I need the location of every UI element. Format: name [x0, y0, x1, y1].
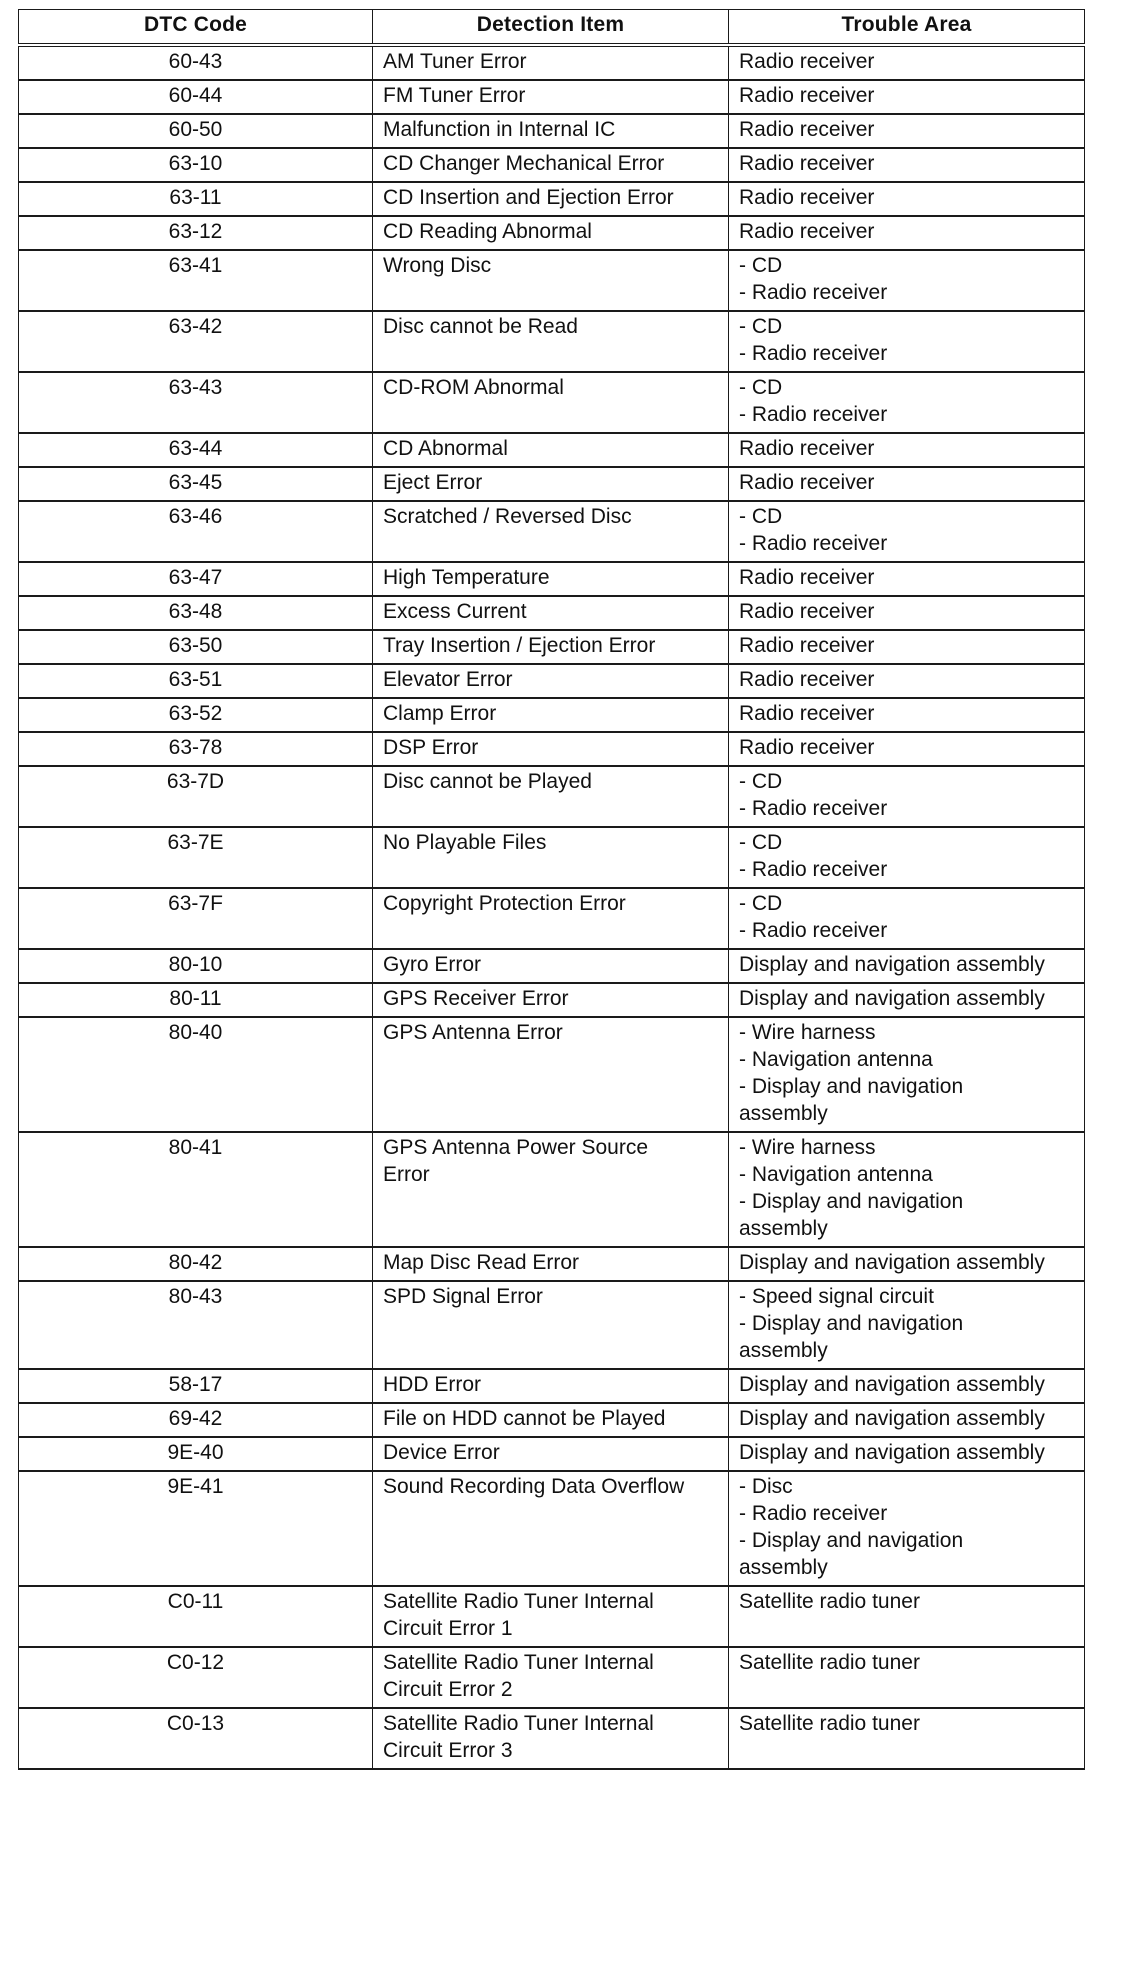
trouble-area-line: Radio receiver	[739, 736, 875, 759]
detection-item-cell	[373, 372, 729, 433]
detection-item-cell	[373, 827, 729, 888]
table-row	[19, 1586, 1085, 1647]
detection-item-cell	[373, 1369, 729, 1403]
detection-item-cell	[373, 1132, 729, 1247]
table-row	[19, 888, 1085, 949]
dtc-code-cell: 80-41	[19, 1132, 373, 1247]
table-row	[19, 1017, 1085, 1132]
detection-item-cell	[373, 80, 729, 114]
trouble-area-line: Radio receiver	[739, 220, 875, 243]
detection-item-cell	[373, 596, 729, 630]
detection-item-line: CD Changer Mechanical Error	[383, 152, 665, 175]
trouble-area-cell	[729, 1471, 1085, 1586]
trouble-area-cell	[729, 888, 1085, 949]
detection-item-line: CD Reading Abnormal	[383, 220, 592, 243]
detection-item-line: No Playable Files	[383, 831, 547, 854]
trouble-area-cell	[729, 372, 1085, 433]
detection-item-line: Satellite Radio Tuner Internal	[383, 1651, 654, 1674]
dtc-code-cell: C0-12	[19, 1647, 373, 1708]
detection-item-line: High Temperature	[383, 566, 550, 589]
detection-item-line: Gyro Error	[383, 953, 482, 976]
dtc-code-cell: 63-42	[19, 311, 373, 372]
detection-item-cell	[373, 630, 729, 664]
detection-item-line: Satellite Radio Tuner Internal	[383, 1590, 654, 1613]
table-row	[19, 1403, 1085, 1437]
trouble-area-cell	[729, 698, 1085, 732]
dtc-code-cell: 9E-40	[19, 1437, 373, 1471]
trouble-area-line: - Navigation antenna	[739, 1048, 933, 1071]
detection-item-cell	[373, 664, 729, 698]
table-row	[19, 1647, 1085, 1708]
dtc-code-cell: 9E-41	[19, 1471, 373, 1586]
detection-item-cell	[373, 501, 729, 562]
dtc-code-cell: 80-43	[19, 1281, 373, 1369]
detection-item-line: Circuit Error 1	[383, 1617, 513, 1640]
dtc-code-cell: 80-40	[19, 1017, 373, 1132]
trouble-area-line: assembly	[739, 1217, 828, 1240]
trouble-area-cell	[729, 949, 1085, 983]
dtc-code-cell: 80-11	[19, 983, 373, 1017]
detection-item-line: CD-ROM Abnormal	[383, 376, 564, 399]
detection-item-cell	[373, 562, 729, 596]
table-row	[19, 827, 1085, 888]
dtc-code-cell: 60-43	[19, 45, 373, 80]
trouble-area-line: Display and navigation assembly	[739, 1407, 1045, 1430]
detection-item-line: Excess Current	[383, 600, 527, 623]
dtc-code-cell: 80-42	[19, 1247, 373, 1281]
table-row	[19, 596, 1085, 630]
table-row	[19, 80, 1085, 114]
trouble-area-line: Radio receiver	[739, 668, 875, 691]
trouble-area-line: Radio receiver	[739, 702, 875, 725]
trouble-area-cell	[729, 148, 1085, 182]
trouble-area-cell	[729, 45, 1085, 80]
detection-item-line: AM Tuner Error	[383, 50, 527, 73]
table-row	[19, 698, 1085, 732]
table-row	[19, 467, 1085, 501]
table-row	[19, 1437, 1085, 1471]
table-row	[19, 182, 1085, 216]
trouble-area-cell	[729, 467, 1085, 501]
trouble-area-line: - CD	[739, 254, 783, 277]
trouble-area-cell	[729, 983, 1085, 1017]
detection-item-line: Sound Recording Data Overflow	[383, 1475, 685, 1498]
dtc-code-cell: 63-78	[19, 732, 373, 766]
trouble-area-line: Satellite radio tuner	[739, 1590, 920, 1613]
trouble-area-line: - Radio receiver	[739, 532, 888, 555]
detection-item-line: Circuit Error 2	[383, 1678, 513, 1701]
dtc-code-cell: 63-11	[19, 182, 373, 216]
detection-item-line: Device Error	[383, 1441, 500, 1464]
table-row	[19, 562, 1085, 596]
header-detection-item: Detection Item	[373, 10, 729, 46]
detection-item-line: Circuit Error 3	[383, 1739, 513, 1762]
trouble-area-cell	[729, 596, 1085, 630]
trouble-area-line: Satellite radio tuner	[739, 1651, 920, 1674]
dtc-code-cell: 58-17	[19, 1369, 373, 1403]
table-row	[19, 1369, 1085, 1403]
trouble-area-cell	[729, 1708, 1085, 1769]
table-row	[19, 501, 1085, 562]
trouble-area-line: - CD	[739, 376, 783, 399]
table-row	[19, 45, 1085, 80]
detection-item-cell	[373, 45, 729, 80]
detection-item-line: Wrong Disc	[383, 254, 492, 277]
detection-item-line: GPS Antenna Power Source	[383, 1136, 648, 1159]
trouble-area-line: Radio receiver	[739, 186, 875, 209]
trouble-area-line: - Radio receiver	[739, 797, 888, 820]
dtc-code-cell: 63-52	[19, 698, 373, 732]
dtc-code-cell: 63-46	[19, 501, 373, 562]
detection-item-line: Tray Insertion / Ejection Error	[383, 634, 656, 657]
table-row	[19, 1281, 1085, 1369]
detection-item-cell	[373, 311, 729, 372]
detection-item-line: GPS Antenna Error	[383, 1021, 563, 1044]
dtc-code-cell: 63-7D	[19, 766, 373, 827]
detection-item-cell	[373, 1437, 729, 1471]
trouble-area-line: - Radio receiver	[739, 1502, 888, 1525]
trouble-area-cell	[729, 1586, 1085, 1647]
trouble-area-line: assembly	[739, 1102, 828, 1125]
trouble-area-cell	[729, 250, 1085, 311]
trouble-area-cell	[729, 1369, 1085, 1403]
table-row	[19, 1708, 1085, 1769]
trouble-area-line: Radio receiver	[739, 566, 875, 589]
detection-item-cell	[373, 1471, 729, 1586]
trouble-area-line: - Navigation antenna	[739, 1163, 933, 1186]
trouble-area-line: - Display and navigation	[739, 1190, 964, 1213]
detection-item-line: Map Disc Read Error	[383, 1251, 580, 1274]
trouble-area-line: - Radio receiver	[739, 919, 888, 942]
trouble-area-line: Radio receiver	[739, 84, 875, 107]
trouble-area-line: - Wire harness	[739, 1021, 876, 1044]
detection-item-cell	[373, 983, 729, 1017]
table-row	[19, 250, 1085, 311]
dtc-code-cell: 63-48	[19, 596, 373, 630]
table-row	[19, 766, 1085, 827]
trouble-area-line: - CD	[739, 315, 783, 338]
detection-item-cell	[373, 888, 729, 949]
dtc-code-cell: 63-41	[19, 250, 373, 311]
trouble-area-line: Radio receiver	[739, 437, 875, 460]
table-row	[19, 311, 1085, 372]
detection-item-line: GPS Receiver Error	[383, 987, 569, 1010]
trouble-area-line: - Radio receiver	[739, 403, 888, 426]
dtc-code-cell: C0-11	[19, 1586, 373, 1647]
dtc-code-cell: 60-44	[19, 80, 373, 114]
detection-item-cell	[373, 250, 729, 311]
detection-item-line: Satellite Radio Tuner Internal	[383, 1712, 654, 1735]
trouble-area-line: Display and navigation assembly	[739, 953, 1045, 976]
trouble-area-cell	[729, 216, 1085, 250]
trouble-area-cell	[729, 1647, 1085, 1708]
detection-item-cell	[373, 114, 729, 148]
trouble-area-line: Display and navigation assembly	[739, 1251, 1045, 1274]
trouble-area-line: - CD	[739, 892, 783, 915]
trouble-area-line: - Radio receiver	[739, 858, 888, 881]
trouble-area-cell	[729, 664, 1085, 698]
detection-item-line: CD Abnormal	[383, 437, 508, 460]
trouble-area-line: Radio receiver	[739, 118, 875, 141]
table-row	[19, 949, 1085, 983]
table-row	[19, 433, 1085, 467]
table-row	[19, 1132, 1085, 1247]
trouble-area-cell	[729, 1017, 1085, 1132]
detection-item-line: CD Insertion and Ejection Error	[383, 186, 674, 209]
dtc-code-cell: 63-10	[19, 148, 373, 182]
table-row	[19, 1247, 1085, 1281]
detection-item-cell	[373, 1247, 729, 1281]
table-row	[19, 114, 1085, 148]
header-row	[19, 10, 1085, 46]
detection-item-line: File on HDD cannot be Played	[383, 1407, 666, 1430]
detection-item-line: Error	[383, 1163, 430, 1186]
trouble-area-line: Satellite radio tuner	[739, 1712, 920, 1735]
trouble-area-line: Radio receiver	[739, 471, 875, 494]
dtc-code-cell: 63-7F	[19, 888, 373, 949]
trouble-area-line: Radio receiver	[739, 50, 875, 73]
dtc-code-cell: 80-10	[19, 949, 373, 983]
dtc-code-cell: C0-13	[19, 1708, 373, 1769]
detection-item-line: Malfunction in Internal IC	[383, 118, 616, 141]
trouble-area-line: - CD	[739, 770, 783, 793]
trouble-area-line: - Radio receiver	[739, 281, 888, 304]
table-row	[19, 732, 1085, 766]
trouble-area-cell	[729, 732, 1085, 766]
trouble-area-line: - Disc	[739, 1475, 793, 1498]
dtc-table	[18, 9, 1085, 1770]
trouble-area-cell	[729, 630, 1085, 664]
trouble-area-cell	[729, 1281, 1085, 1369]
detection-item-cell	[373, 1586, 729, 1647]
trouble-area-line: Display and navigation assembly	[739, 1441, 1045, 1464]
dtc-code-cell: 63-51	[19, 664, 373, 698]
detection-item-cell	[373, 216, 729, 250]
table-row	[19, 148, 1085, 182]
table-row	[19, 983, 1085, 1017]
trouble-area-cell	[729, 827, 1085, 888]
trouble-area-line: - CD	[739, 505, 783, 528]
trouble-area-cell	[729, 114, 1085, 148]
detection-item-cell	[373, 148, 729, 182]
detection-item-line: Clamp Error	[383, 702, 497, 725]
detection-item-cell	[373, 766, 729, 827]
dtc-code-cell: 63-7E	[19, 827, 373, 888]
trouble-area-cell	[729, 182, 1085, 216]
detection-item-cell	[373, 698, 729, 732]
detection-item-cell	[373, 1403, 729, 1437]
trouble-area-cell	[729, 1403, 1085, 1437]
table-row	[19, 630, 1085, 664]
detection-item-cell	[373, 732, 729, 766]
detection-item-line: Disc cannot be Read	[383, 315, 578, 338]
trouble-area-line: - CD	[739, 831, 783, 854]
detection-item-line: Copyright Protection Error	[383, 892, 626, 915]
table-header	[19, 10, 1085, 46]
trouble-area-line: - Radio receiver	[739, 342, 888, 365]
detection-item-cell	[373, 182, 729, 216]
dtc-code-cell: 63-43	[19, 372, 373, 433]
trouble-area-line: assembly	[739, 1556, 828, 1579]
dtc-code-cell: 63-50	[19, 630, 373, 664]
trouble-area-cell	[729, 433, 1085, 467]
trouble-area-line: assembly	[739, 1339, 828, 1362]
header-trouble-area: Trouble Area	[729, 10, 1085, 46]
trouble-area-line: - Speed signal circuit	[739, 1285, 934, 1308]
dtc-code-cell: 69-42	[19, 1403, 373, 1437]
trouble-area-cell	[729, 80, 1085, 114]
header-dtc-code: DTC Code	[19, 10, 373, 46]
trouble-area-cell	[729, 1132, 1085, 1247]
trouble-area-cell	[729, 311, 1085, 372]
dtc-code-cell: 63-47	[19, 562, 373, 596]
detection-item-line: Disc cannot be Played	[383, 770, 592, 793]
trouble-area-line: Radio receiver	[739, 600, 875, 623]
detection-item-line: Scratched / Reversed Disc	[383, 505, 632, 528]
trouble-area-line: Radio receiver	[739, 634, 875, 657]
detection-item-cell	[373, 1647, 729, 1708]
detection-item-line: FM Tuner Error	[383, 84, 526, 107]
detection-item-line: HDD Error	[383, 1373, 481, 1396]
detection-item-cell	[373, 949, 729, 983]
dtc-code-cell: 63-44	[19, 433, 373, 467]
detection-item-cell	[373, 1017, 729, 1132]
trouble-area-cell	[729, 1437, 1085, 1471]
trouble-area-cell	[729, 501, 1085, 562]
table-row	[19, 664, 1085, 698]
detection-item-line: DSP Error	[383, 736, 479, 759]
trouble-area-cell	[729, 1247, 1085, 1281]
detection-item-cell	[373, 1708, 729, 1769]
table-row	[19, 1471, 1085, 1586]
table-row	[19, 216, 1085, 250]
detection-item-cell	[373, 467, 729, 501]
detection-item-line: Eject Error	[383, 471, 483, 494]
trouble-area-line: - Wire harness	[739, 1136, 876, 1159]
trouble-area-cell	[729, 766, 1085, 827]
table-row	[19, 372, 1085, 433]
detection-item-line: SPD Signal Error	[383, 1285, 543, 1308]
detection-item-line: Elevator Error	[383, 668, 513, 691]
trouble-area-line: Radio receiver	[739, 152, 875, 175]
trouble-area-line: - Display and navigation	[739, 1529, 964, 1552]
trouble-area-line: Display and navigation assembly	[739, 987, 1045, 1010]
dtc-code-cell: 60-50	[19, 114, 373, 148]
table-body	[19, 45, 1085, 1769]
dtc-code-cell: 63-45	[19, 467, 373, 501]
trouble-area-line: Display and navigation assembly	[739, 1373, 1045, 1396]
detection-item-cell	[373, 433, 729, 467]
trouble-area-line: - Display and navigation	[739, 1312, 964, 1335]
detection-item-cell	[373, 1281, 729, 1369]
trouble-area-cell	[729, 562, 1085, 596]
dtc-code-cell: 63-12	[19, 216, 373, 250]
trouble-area-line: - Display and navigation	[739, 1075, 964, 1098]
